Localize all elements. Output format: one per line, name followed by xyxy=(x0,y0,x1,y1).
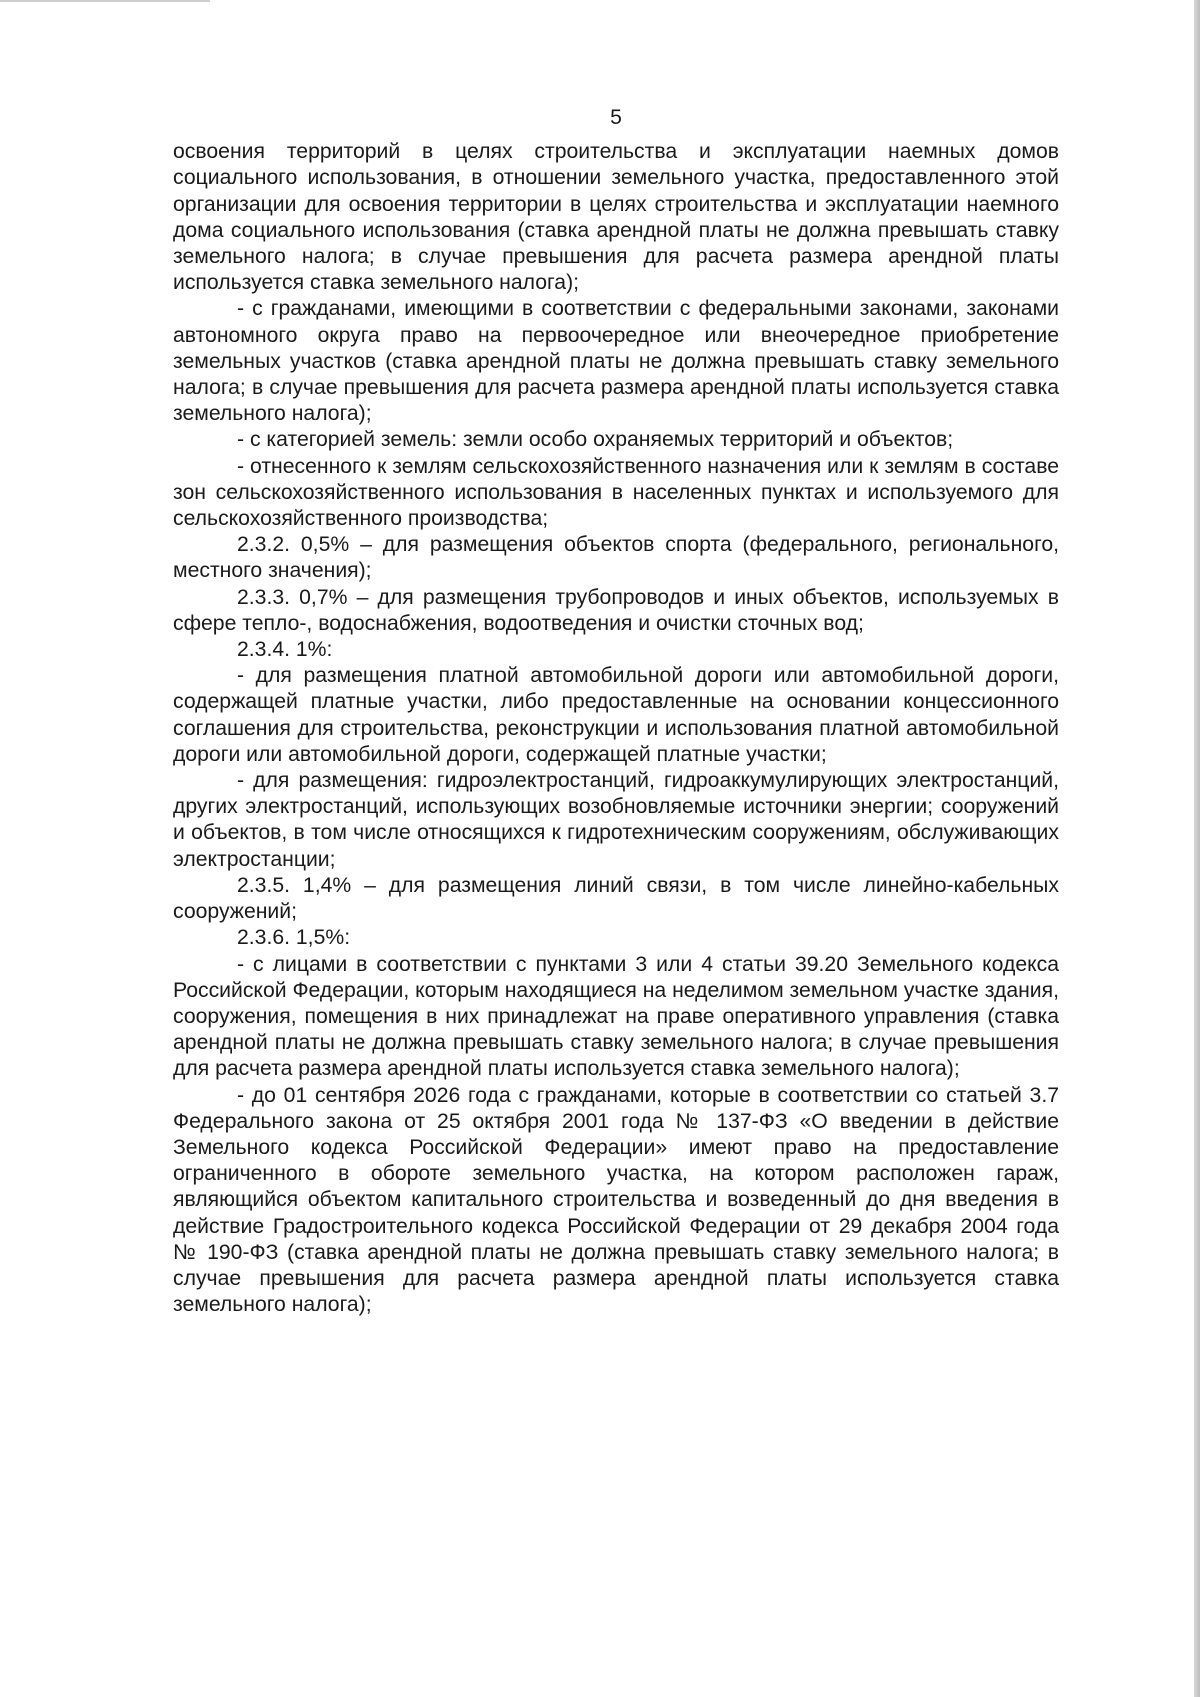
page-number: 5 xyxy=(610,106,622,129)
paragraph-agricultural-lands: - отнесенного к землям сельскохозяйственного назначения или к землям в составе зон сельскохозяйственного использования в населенных пунктах и используемого для сельскохозяйственного производства; xyxy=(173,454,1059,531)
paragraph-garage-rights: - до 01 сентября 2026 года с гражданами, которые в соответствии со статьей 3.7 Федерального закона от 25 октября 2001 года № 137-ФЗ «О введении в действие Земельного кодекса Российской Федерации» имеют право на предоставление ограниченного в обороте земельного участка, на котором расположен гараж, являющийся объектом капитального строительства и возведенный до дня введения в действие Градостроительного кодекса Российской Федерации от 29 декабря 2004 года № 190-ФЗ (ставка арендной платы не должна превышать ставку земельного налога; в случае превышения для расчета размера арендной платы используется ставка земельного налога); xyxy=(173,1083,1059,1317)
paragraph-2-3-3: 2.3.3. 0,7% – для размещения трубопроводов и иных объектов, используемых в сфере тепло-, водоснабжения, водоотведения и очистки сточных вод; xyxy=(173,585,1059,635)
paragraph-protected-lands: - с категорией земель: земли особо охраняемых территорий и объектов; xyxy=(237,428,954,452)
paragraph-2-3-4: 2.3.4. 1%: xyxy=(237,638,333,662)
paragraph-2-3-6: 2.3.6. 1,5%: xyxy=(237,926,351,950)
paragraph-2-3-2: 2.3.2. 0,5% – для размещения объектов спорта (федерального, регионального, местного значения); xyxy=(173,533,1059,583)
paragraph-power-plants: - для размещения: гидроэлектростанций, гидроаккумулирующих электростанций, других электростанций, использующих возобновляемые источники энергии; сооружений и объектов, в том числе относящихся к гидротехническим сооружениям, обслуживающих электростанции; xyxy=(173,769,1059,871)
scan-edge-top xyxy=(0,0,210,2)
paragraph-2-3-5: 2.3.5. 1,4% – для размещения линий связи, в том числе линейно-кабельных сооружений; xyxy=(173,873,1059,924)
scan-edge-right xyxy=(1194,0,1200,1697)
paragraph-continuation: освоения территорий в целях строительства и эксплуатации наемных домов социального использования, в отношении земельного участка, предоставленного этой организации для освоения территории в целях строительства и эксплуатации наемного дома социального использования (ставка арендной платы не должна превышать ставку земельного налога; в случае превышения для расчета размера арендной платы используется ставка земельного налога); xyxy=(173,140,1059,295)
paragraph-citizens-priority: - с гражданами, имеющими в соответствии с федеральными законами, законами автономного округа право на первоочередное или внеочередное приобретение земельных участков (ставка арендной платы не должна превышать ставку земельного налога; в случае превышения для расчета размера арендной платы используется ставка земельного налога); xyxy=(173,297,1059,426)
document-page xyxy=(173,105,1059,1318)
paragraph-operational-management: - с лицами в соответствии с пунктами 3 или 4 статьи 39.20 Земельного кодекса Российской Федерации, которым находящиеся на неделимом земельном участке здания, сооружения, помещения в них принадлежат на праве оперативного управления (ставка арендной платы не должна превышать ставку земельного налога; в случае превышения для расчета размера арендной платы используется ставка земельного налога); xyxy=(173,952,1059,1081)
paragraph-toll-road: - для размещения платной автомобильной дороги или автомобильной дороги, содержащей платные участки, либо предоставленные на основании концессионного соглашения для строительства, реконструкции и использования платной автомобильной дороги или автомобильной дороги, содержащей платные участки; xyxy=(173,664,1059,766)
